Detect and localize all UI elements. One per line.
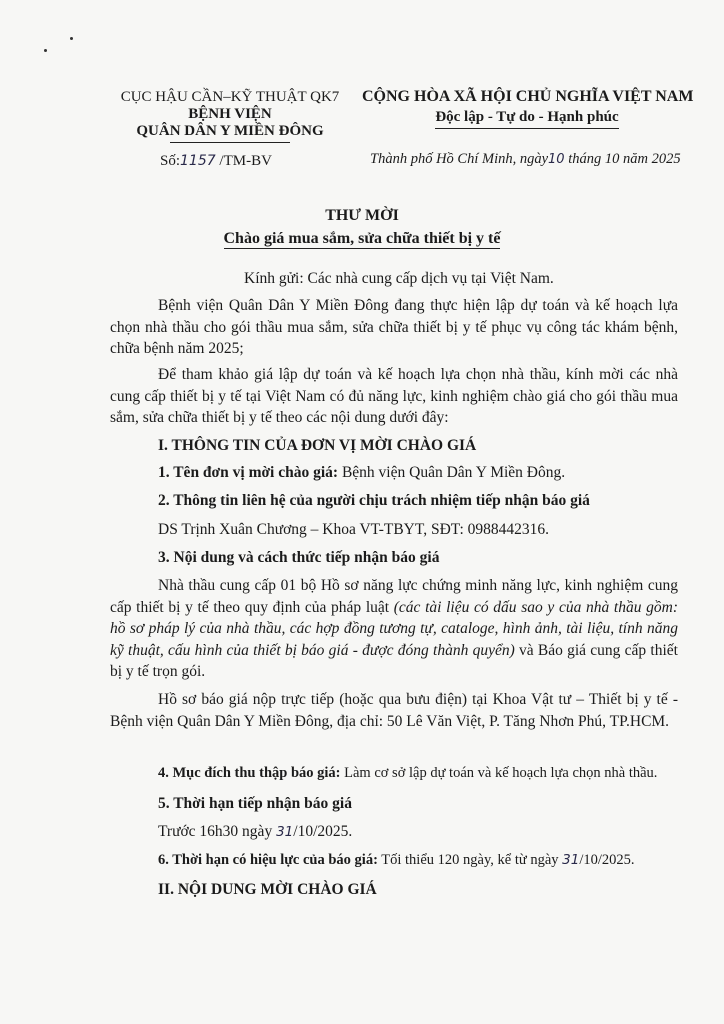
speck-mark [44,49,47,52]
item-3-p1-start: Nhà thầu cung cấp 01 bộ Hồ sơ năng lực chứng minh năng lực, kinh nghiệm cung cấp thiết bị y tế theo quy định của pháp luật [110,577,678,616]
item-6-label: 6. Thời hạn có hiệu lực của báo giá: [158,852,378,868]
item-3-label: 3. Nội dung và cách thức tiếp nhận báo giá [158,549,440,566]
issuer-block [100,89,360,143]
item-3-p1-end: và Báo giá cung cấp thiết bị y tế trọn gói. [110,641,678,680]
item-5-day-handwritten: 31 [276,824,294,840]
item-6-day-handwritten: 31 [562,852,580,868]
item-5-value [158,821,678,844]
letter-subtitle-text: Chào giá mua sắm, sửa chữa thiết bị y tế [223,230,501,247]
item-2-label: 2. Thông tin liên hệ của người chịu trách nhiệm tiếp nhận báo giá [158,492,590,509]
agency-name: CỤC HẬU CẦN–KỸ THUẬT QK7 [120,89,340,105]
republic-name: CỘNG HÒA XÃ HỘI CHỦ NGHĨA VIỆT NAM [362,88,694,105]
letter-title: THƯ MỜI [325,207,399,224]
item-6-prefix: Tối thiểu 120 ngày, kể từ ngày [377,852,563,868]
docno-suffix: /TM-BV [215,153,272,169]
section-1-heading: I. THÔNG TIN CỦA ĐƠN VỊ MỜI CHÀO GIÁ [158,437,477,454]
item-1-label: 1. Tên đơn vị mời chào giá: [158,464,339,481]
place-date [370,151,681,168]
docno-prefix: Số: [160,153,181,169]
section-2-heading: II. NỘI DUNG MỜI CHÀO GIÁ [158,881,377,898]
item-6 [158,850,678,872]
item-3-paragraph-1 [110,575,678,683]
paragraph-intro: Bệnh viện Quân Dân Y Miền Đông đang thực hiện lập dự toán và kế hoạch lựa chọn nhà thầu cho gói thầu mua sắm, sửa chữa thiết bị y tế phục vụ công tác khám bệnh, chữa bệnh năm 2025; [110,297,678,357]
place-day-handwritten: 10 [548,152,565,167]
item-3-paragraph-2: Hồ sơ báo giá nộp trực tiếp (hoặc qua bưu điện) tại Khoa Vật tư – Thiết bị y tế - Bệnh viện Quân Dân Y Miền Đông, địa chỉ: 50 Lê Văn Việt, P. Tăng Nhơn Phú, TP.HCM. [110,691,678,730]
letter-subtitle [0,230,724,248]
item-2-value: DS Trịnh Xuân Chương – Khoa VT-TBYT, SĐT: 0988442316. [158,521,550,538]
docno-handwritten: 1157 [180,153,216,169]
item-3-p1-italic: (các tài liệu có dấu sao y của nhà thầu gồm: hồ sơ pháp lý của nhà thầu, các hợp đồng tương tự, cataloge, hình ảnh, tài liệu, tính năng kỹ thuật, cấu hình của thiết bị báo giá - được đóng thành quyển) [110,598,678,659]
hospital-line2: QUÂN DÂN Y MIỀN ĐÔNG [136,123,324,139]
item-4-label: 4. Mục đích thu thập báo giá: [158,765,341,781]
item-4 [158,763,678,785]
item-1-value: Bệnh viện Quân Dân Y Miền Đông. [338,464,566,481]
item-5-suffix: /10/2025. [293,823,353,840]
place-suffix: tháng 10 năm 2025 [564,151,681,167]
national-motto: Độc lập - Tự do - Hạnh phúc [435,107,618,129]
speck-mark [70,37,73,40]
item-5-label: 5. Thời hạn tiếp nhận báo giá [158,795,352,812]
item-4-value: Làm cơ sở lập dự toán và kế hoạch lựa chọn nhà thầu. [340,765,658,781]
paragraph-purpose: Để tham khảo giá lập dự toán và kế hoạch lựa chọn nhà thầu, kính mời các nhà cung cấp thiết bị y tế tại Việt Nam có đủ năng lực, kinh nghiệm chào giá cho gói thầu mua sắm, sửa chữa thiết bị y tế theo các nội dung dưới đây: [110,366,678,426]
item-6-suffix: /10/2025. [579,852,635,868]
hospital-line1: BỆNH VIỆN [188,106,272,122]
item-5-prefix: Trước 16h30 ngày [158,823,277,840]
greeting: Kính gửi: Các nhà cung cấp dịch vụ tại Việt Nam. [244,270,554,287]
national-heading [362,87,692,129]
issuer-underline [170,142,290,143]
place-prefix: Thành phố Hồ Chí Minh, ngày [370,151,549,167]
item-1 [158,462,678,484]
document-number [160,153,272,170]
